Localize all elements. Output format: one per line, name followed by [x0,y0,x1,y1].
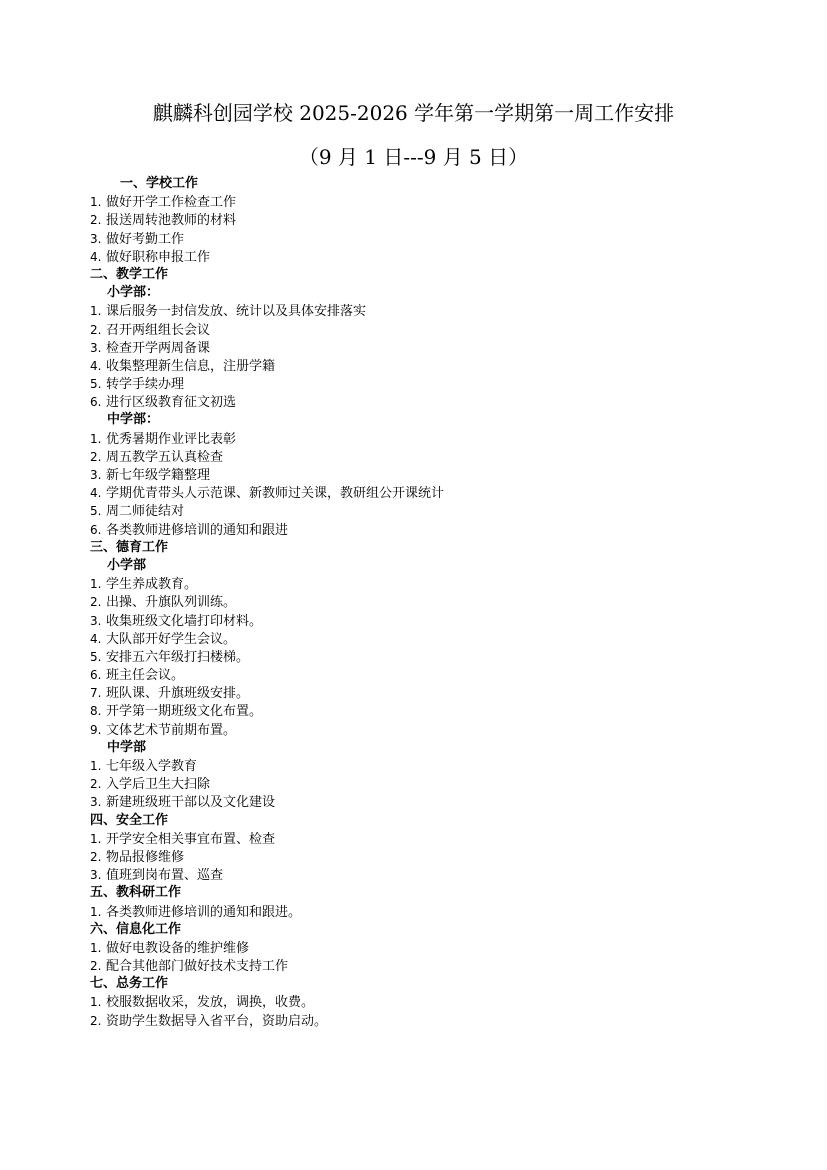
list-item [90,230,810,248]
list-item [90,648,810,666]
list-number: 3. [90,468,102,482]
list-item [90,393,810,411]
list-number: 5. [90,504,102,519]
list-item-text: 做好电教设备的维护维修 [106,940,250,956]
list-item [90,903,810,921]
list-number: 2. [90,213,102,228]
list-item [90,248,810,266]
list-item [90,357,810,375]
list-item [90,339,810,357]
list-item-text: 出操、升旗队列训练。 [106,595,237,611]
list-item-text: 召开两组组长会议 [106,322,211,338]
list-item [90,521,810,539]
section-heading: 一、学校工作 [120,176,199,191]
list-number: 3. [90,340,102,355]
list-item [90,466,810,484]
list-item [90,575,810,593]
list-item [90,1012,810,1030]
list-item-text: 资助学生数据导入省平台，资助启动。 [106,1013,328,1029]
list-number: 3. [90,613,102,628]
list-item [90,630,810,648]
subsection-heading: 中学部 [107,739,147,755]
document-title: 麒麟科创园学校 2025-2026 学年第一学期第一周工作安排 [152,101,675,125]
list-number: 1. [90,577,102,592]
list-number: 7. [90,686,102,701]
list-number: 2. [90,322,102,337]
section-heading: 五、教科研工作 [90,885,182,901]
list-number: 6. [90,522,102,537]
list-item-text: 大队部开好学生会议。 [106,631,237,647]
list-number: 8. [90,704,102,719]
list-number: 4. [90,249,102,264]
list-item [90,939,810,957]
list-item-text: 安排五六年级打扫楼梯。 [106,649,250,665]
section-heading: 七、总务工作 [90,976,169,992]
list-number: 4. [90,358,102,373]
subsection-heading: 小学部： [107,285,160,301]
list-number: 6. [90,395,102,410]
list-item-text: 学生养成教育。 [106,577,198,593]
list-item-text: 校服数据收采，发放，调换，收费。 [106,995,315,1011]
section-heading: 四、安全工作 [90,812,169,828]
section-heading: 二、教学工作 [90,266,169,282]
list-number: 1. [90,759,102,773]
list-item [90,502,810,520]
list-item-text: 各类教师进修培训的通知和跟进。 [106,904,302,920]
list-number: 3. [90,868,102,883]
list-number: 4. [90,486,102,501]
list-item [90,993,810,1011]
list-item-text: 做好开学工作检查工作 [106,195,237,211]
list-item-text: 优秀暑期作业评比表彰 [106,431,237,447]
list-number: 9. [90,722,102,737]
list-item [90,430,810,448]
list-item [90,775,810,793]
list-item [90,848,810,866]
list-item-text: 值班到岗布置、巡查 [106,868,224,884]
list-item [90,375,810,393]
list-item-text: 收集整理新生信息，注册学籍 [106,358,276,374]
list-item-text: 配合其他部门做好技术支持工作 [106,959,289,975]
list-item-text: 新七年级学籍整理 [106,468,211,483]
list-item-text: 做好考勤工作 [106,231,185,247]
list-item-text: 开学第一期班级文化布置。 [106,704,263,720]
list-item-text: 班队课、升旗班级安排。 [106,686,250,702]
list-number: 3. [90,231,102,246]
list-number: 1. [90,304,102,319]
work-schedule-content [90,175,810,1030]
list-item [90,830,810,848]
list-item-text: 收集班级文化墙打印材料。 [106,613,263,629]
list-item [90,866,810,884]
list-item [90,957,810,975]
subsection-heading: 小学部 [107,557,147,573]
list-number: 5. [90,649,102,664]
list-number: 1. [90,995,102,1010]
list-item [90,321,810,339]
list-item [90,757,810,775]
subsection-heading: 中学部： [107,412,160,428]
list-number: 6. [90,668,102,683]
list-item-text: 报送周转池教师的材料 [106,213,237,229]
list-number: 2. [90,849,102,864]
list-number: 2. [90,777,102,792]
list-number: 1. [90,940,102,955]
list-item-text: 物品报修维修 [106,849,185,865]
list-number: 2. [90,449,102,464]
list-item-text: 新建班级班干部以及文化建设 [106,795,276,811]
list-number: 1. [90,831,102,846]
date-range: （9 月 1 日---9 月 5 日） [298,145,529,169]
list-item [90,721,810,739]
list-item-text: 文体艺术节前期布置。 [106,722,237,738]
list-item-text: 班主任会议。 [106,668,185,684]
list-item [90,211,810,229]
list-item-text: 学期优青带头人示范课、新教师过关课，教研组公开课统计 [106,486,445,502]
list-item [90,593,810,611]
list-number: 5. [90,377,102,392]
list-number: 2. [90,959,102,974]
list-number: 3. [90,795,102,810]
list-item-text: 周二师徒结对 [106,504,185,520]
list-item [90,684,810,702]
list-number: 4. [90,631,102,646]
list-item-text: 周五教学五认真检查 [106,449,224,465]
list-item-text: 检查开学两周备课 [106,340,211,356]
list-item [90,793,810,811]
list-item-text: 课后服务一封信发放、统计以及具体安排落实 [106,304,367,320]
list-item [90,193,810,211]
list-item-text: 转学手续办理 [106,377,185,393]
list-item [90,666,810,684]
section-heading: 三、德育工作 [90,539,169,555]
list-item [90,302,810,320]
section-heading: 六、信息化工作 [90,921,182,937]
list-item-text: 进行区级教育征文初选 [106,395,237,411]
list-number: 2. [90,595,102,610]
list-item-text: 开学安全相关事宜布置、检查 [106,831,276,847]
list-item-text: 各类教师进修培训的通知和跟进 [106,522,289,538]
list-number: 2. [90,1013,102,1028]
list-number: 1. [90,904,102,919]
list-item [90,448,810,466]
list-item-text: 七年级入学教育 [106,759,198,774]
list-item-text: 入学后卫生大扫除 [106,777,211,793]
list-item [90,702,810,720]
list-number: 1. [90,195,102,210]
list-item-text: 做好职称申报工作 [106,249,211,265]
list-item [90,612,810,630]
list-number: 1. [90,431,102,446]
list-item [90,484,810,502]
